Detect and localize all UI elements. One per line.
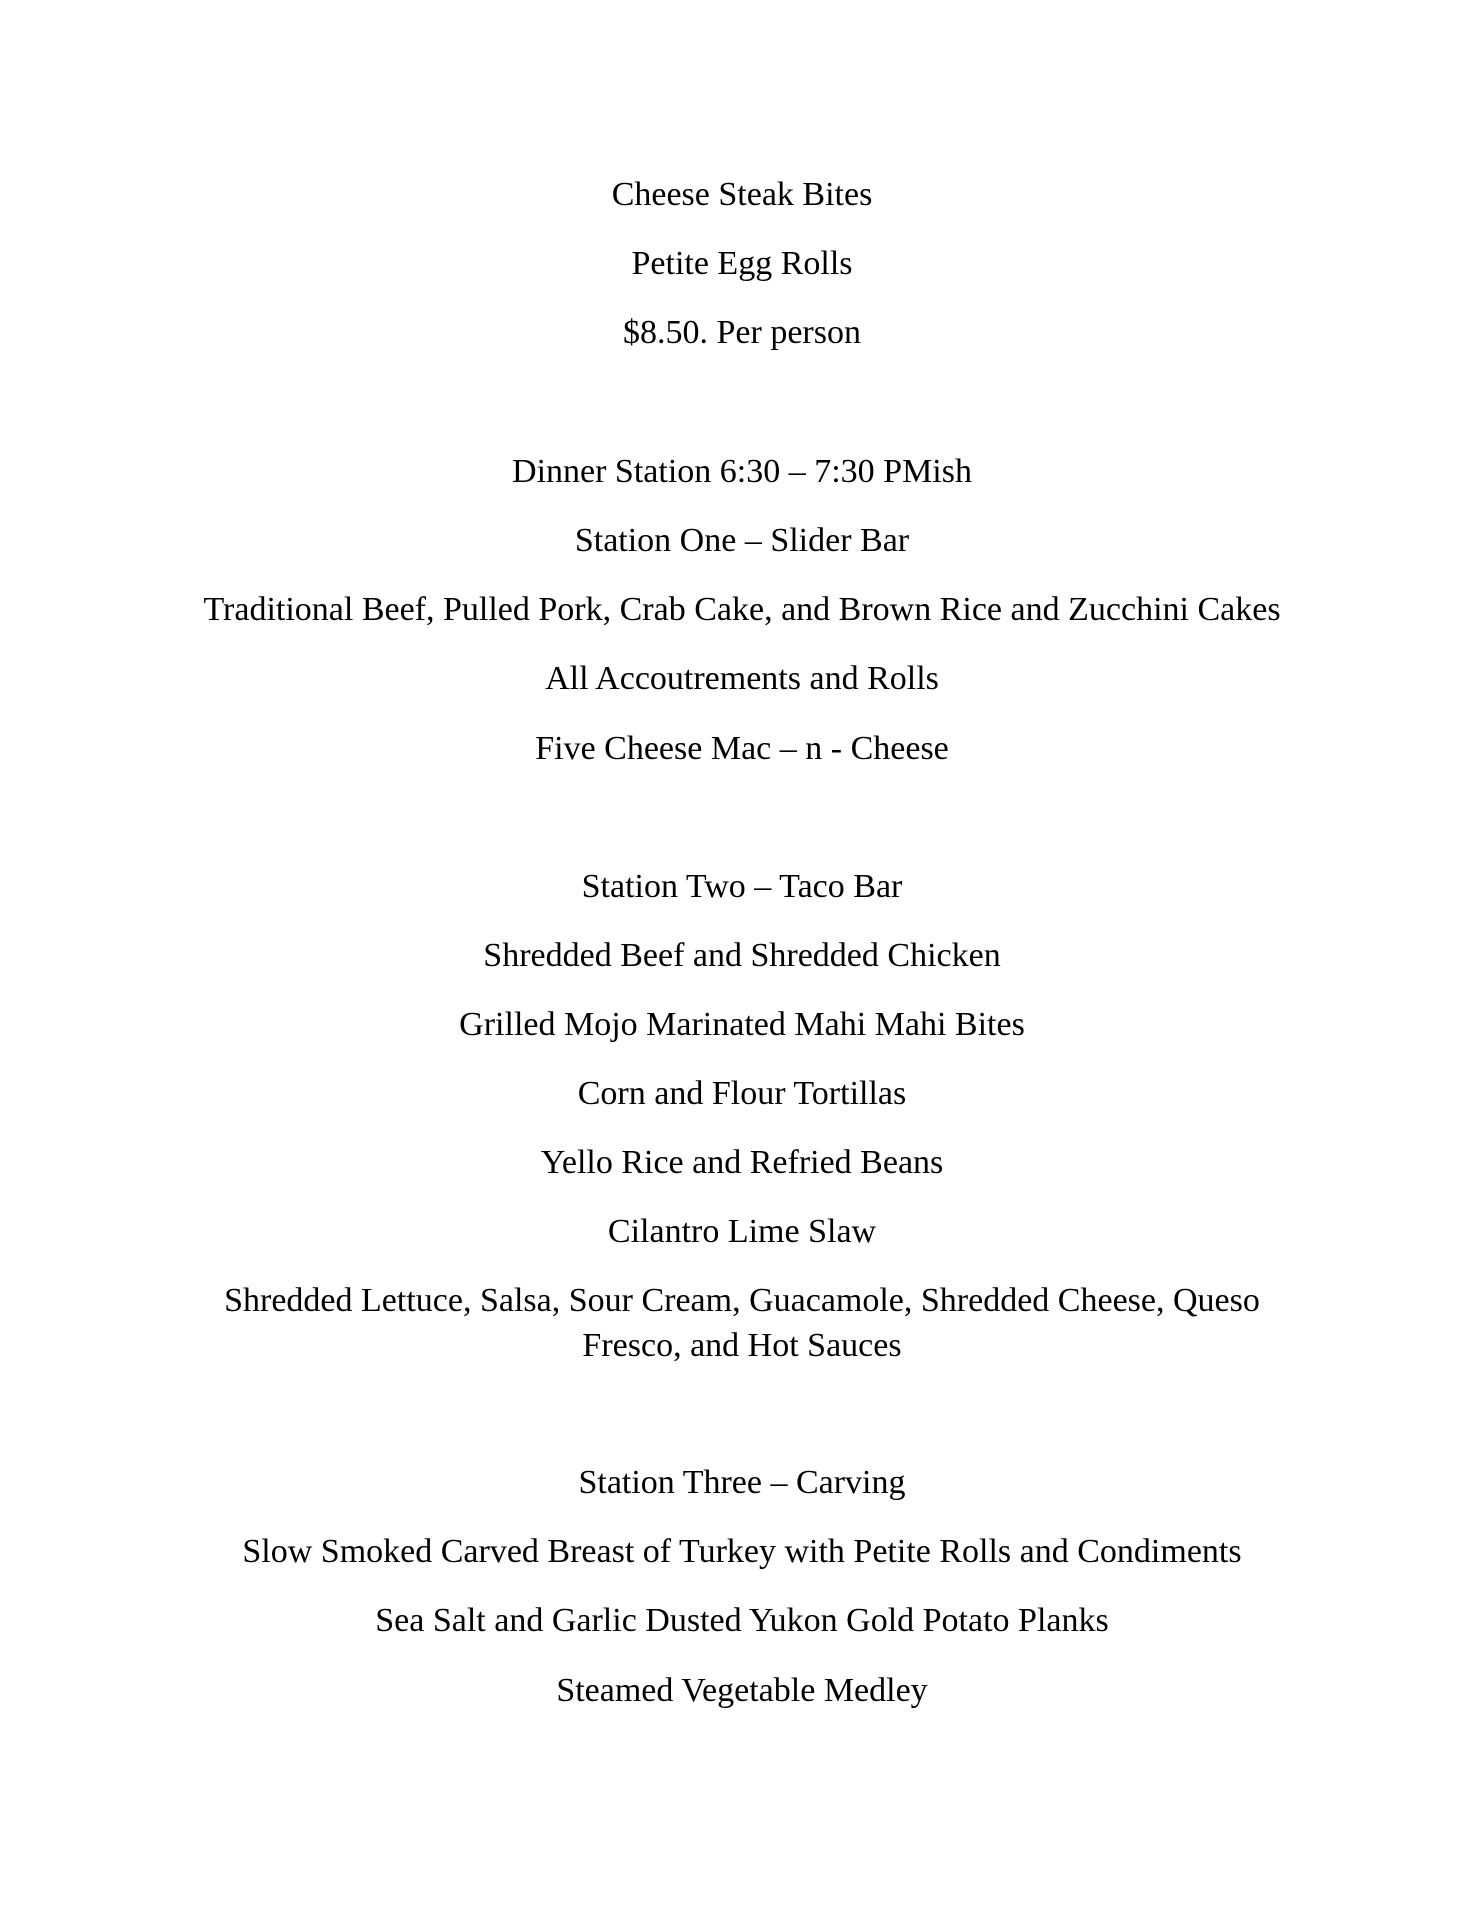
station-two-item: Yello Rice and Refried Beans [540,1144,944,1181]
station-three-title: Station Three – Carving [578,1464,906,1501]
station-one-item: Traditional Beef, Pulled Pork, Crab Cake, and Brown Rice and Zucchini Cakes [203,591,1281,628]
appetizer-price: $8.50. Per person [623,314,861,351]
station-three-item: Sea Salt and Garlic Dusted Yukon Gold Potato Planks [375,1602,1109,1639]
station-three-item: Slow Smoked Carved Breast of Turkey with Petite Rolls and Condiments [242,1533,1242,1570]
station-two-item: Shredded Lettuce, Salsa, Sour Cream, Guacamole, Shredded Cheese, Queso Fresco, and Hot Sauces [224,1282,1260,1364]
station-three-item: Steamed Vegetable Medley [556,1672,928,1709]
station-two-item: Shredded Beef and Shredded Chicken [483,937,1001,974]
station-one-title: Station One – Slider Bar [574,522,910,559]
station-two-item: Grilled Mojo Marinated Mahi Mahi Bites [459,1006,1025,1043]
station-two-item: Cilantro Lime Slaw [607,1213,877,1250]
station-two-title: Station Two – Taco Bar [581,868,903,905]
station-one-item: Five Cheese Mac – n - Cheese [535,730,949,767]
appetizer-item: Cheese Steak Bites [611,176,873,213]
station-two-item: Corn and Flour Tortillas [577,1075,907,1112]
appetizer-item: Petite Egg Rolls [631,245,853,282]
station-one-item: All Accoutrements and Rolls [545,660,939,697]
dinner-station-heading: Dinner Station 6:30 – 7:30 PMish [512,453,972,490]
